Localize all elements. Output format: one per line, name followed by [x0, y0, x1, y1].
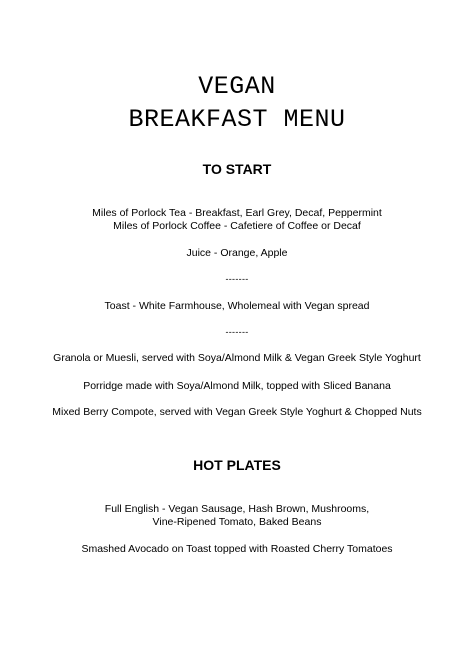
granola-item: Granola or Muesli, served with Soya/Almond Milk & Vegan Greek Style Yoghurt — [53, 352, 421, 364]
coffee-item: Miles of Porlock Coffee - Cafetiere of Coffee or Decaf — [113, 220, 361, 232]
porridge-item: Porridge made with Soya/Almond Milk, topped with Sliced Banana — [83, 380, 391, 392]
compote-item: Mixed Berry Compote, served with Vegan Greek Style Yoghurt & Chopped Nuts — [52, 406, 422, 418]
avocado-item: Smashed Avocado on Toast topped with Roasted Cherry Tomatoes — [81, 543, 393, 555]
hot-plates-heading: HOT PLATES — [193, 457, 281, 473]
full-english-line-1: Full English - Vegan Sausage, Hash Brown, Mushrooms, — [104, 503, 370, 515]
tea-item: Miles of Porlock Tea - Breakfast, Earl Grey, Decaf, Peppermint — [92, 207, 382, 219]
title-line-2: BREAKFAST MENU — [128, 105, 346, 134]
separator-1: ------- — [225, 274, 249, 284]
juice-item: Juice - Orange, Apple — [186, 247, 288, 259]
separator-2: ------- — [225, 327, 249, 337]
title-line-1: VEGAN — [198, 72, 276, 101]
full-english-line-2: Vine-Ripened Tomato, Baked Beans — [152, 516, 322, 528]
menu-title — [0, 70, 474, 136]
toast-item: Toast - White Farmhouse, Wholemeal with Vegan spread — [104, 300, 370, 312]
to-start-heading: TO START — [202, 161, 272, 177]
